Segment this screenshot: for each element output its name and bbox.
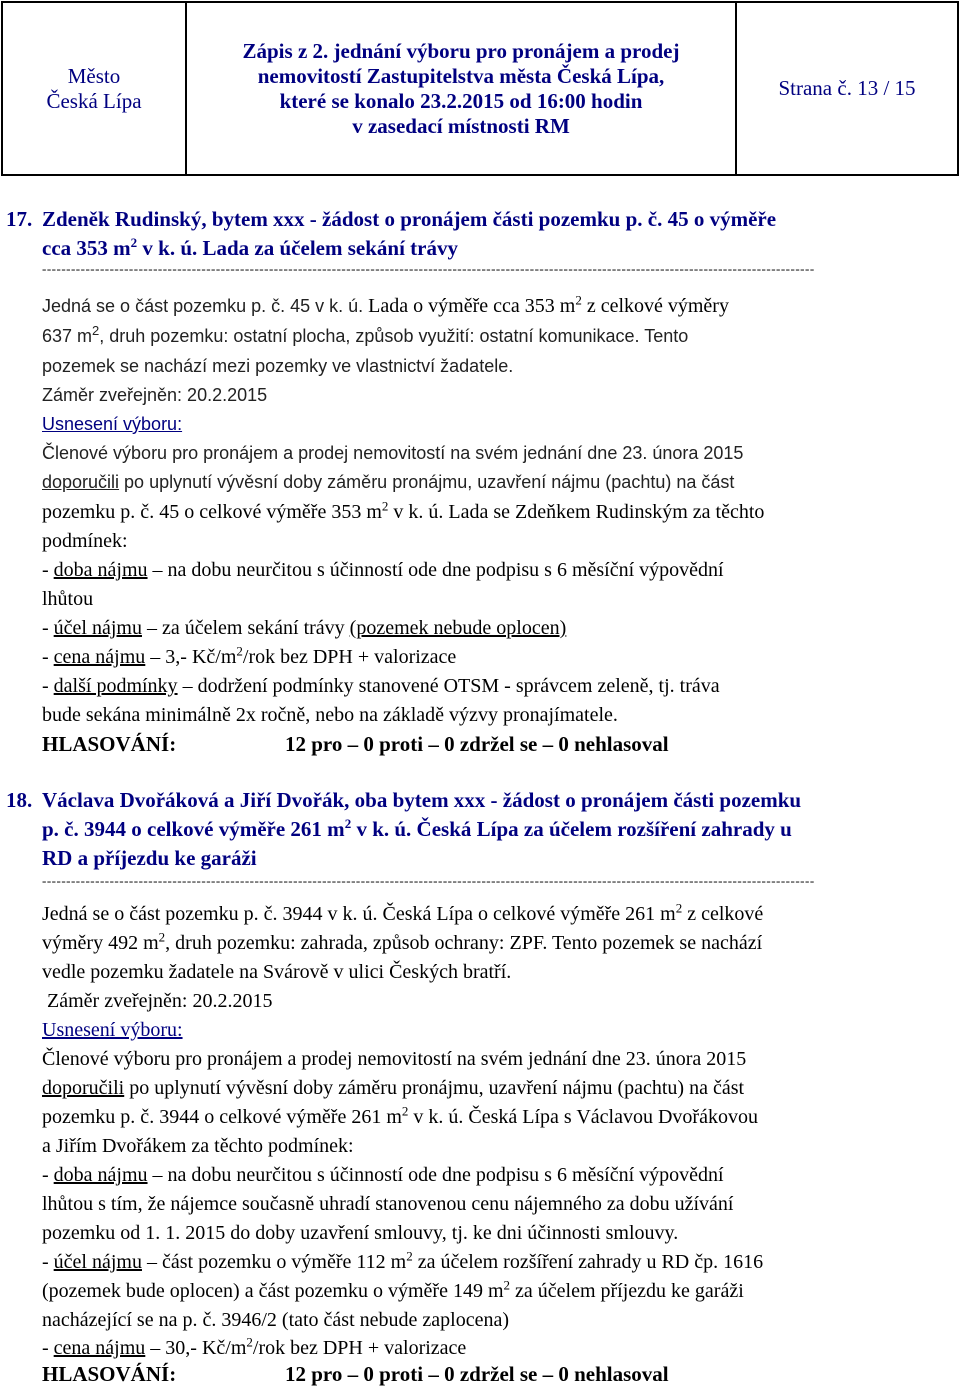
title-line-1: Zápis z 2. jednání výboru pro pronájem a prodej — [242, 38, 680, 63]
city-cell — [3, 3, 185, 174]
s18-resolution-line-2: doporučili po uplynutí vývěsní doby záměru pronájmu, uzavření nájmu (pachtu) na část — [42, 1077, 745, 1099]
s18-resolution-line-3: pozemku p. č. 3944 o celkové výměře 261 $m^2$ v k. ú. Česká Lípa s Václavou Dvořákovou — [42, 1103, 758, 1128]
s18-paragraph-line-2: výměry 492 $m^2$, druh pozemku: zahrada, způsob ochrany: ZPF. Tento pozemek se nachází — [42, 929, 763, 954]
document-title-cell — [185, 3, 737, 174]
section-17-separator: ---------------------------------------------------------------------------------------------------------------------------------------------------------------- — [42, 261, 815, 276]
s17-vote-result: 12 pro – 0 proti – 0 zdržel se – 0 nehlasoval — [285, 732, 669, 756]
s17-condition-other-cont: bude sekána minimálně 2x ročně, nebo na základě výzvy pronajímatele. — [42, 704, 618, 726]
s18-condition-purpose-cont-2: nacházející se na p. č. 3946/2 (tato část nebude zaplocena) — [42, 1309, 510, 1331]
s18-vote-result: 12 pro – 0 proti – 0 zdržel se – 0 nehlasoval — [285, 1362, 669, 1386]
title-line-3: které se konalo 23.2.2015 od 16:00 hodin — [279, 88, 643, 113]
s18-paragraph-line-3: vedle pozemku žadatele na Svárově v ulici Českých bratří. — [42, 961, 512, 983]
section-17-title — [6, 205, 777, 263]
s18-condition-duration: - doba nájmu – na dobu neurčitou s účinností ode dne podpisu s 6 měsíční výpovědní — [42, 1164, 724, 1186]
s17-paragraph-line-1: Jedná se o část pozemku p. č. 45 v k. ú. Lada o výměře cca 353 $m^2$ z celkové výměry — [42, 292, 729, 317]
s17-condition-other: - další podmínky – dodržení podmínky stanovené OTSM - správcem zeleně, tj. tráva — [42, 675, 720, 697]
page-number-cell — [737, 3, 957, 174]
section-18-number: 18. — [6, 788, 33, 812]
title-line-2: nemovitostí Zastupitelstva města Česká Lípa, — [257, 63, 665, 88]
s17-condition-duration: - doba nájmu – na dobu neurčitou s účinností ode dne podpisu s 6 měsíční výpovědní — [42, 559, 724, 581]
s18-zamer: Záměr zveřejněn: 20.2.2015 — [47, 990, 273, 1012]
page-number: Strana č. 13 / 15 — [778, 76, 916, 100]
page-header — [1, 1, 959, 176]
s18-vote — [42, 1360, 669, 1388]
s17-resolution-line-1: Členové výboru pro pronájem a prodej nemovitostí na svém jednání dne 23. února 2015 — [42, 443, 744, 463]
s17-resolution-line-4: podmínek: — [42, 530, 128, 552]
s18-resolution-line-1: Členové výboru pro pronájem a prodej nemovitostí na svém jednání dne 23. února 2015 — [42, 1048, 747, 1070]
s18-vote-label: HLASOVÁNÍ: — [42, 1362, 177, 1386]
s18-paragraph-line-1: Jedná se o část pozemku p. č. 3944 v k. ú. Česká Lípa o celkové výměře 261 $m^2$ z celkové — [42, 900, 764, 925]
title-line-4: v zasedací místnosti RM — [352, 113, 570, 138]
section-18-title-line-2: p. č. 3944 o celkové výměře 261 $m^2$ v k. ú. Česká Lípa za účelem rozšíření zahrady u — [42, 816, 792, 841]
s18-condition-duration-cont-1: lhůtou s tím, že nájemce současně uhradí stanovenou cenu nájemného za dobu užívání — [42, 1193, 734, 1215]
city-line-1: Město — [67, 63, 121, 88]
s17-condition-purpose: - účel nájmu – za účelem sekání trávy (pozemek nebude oplocen) — [42, 617, 567, 639]
section-18-separator: ---------------------------------------------------------------------------------------------------------------------------------------------------------------- — [42, 873, 815, 888]
s18-condition-purpose-cont-1: (pozemek bude oplocen) a část pozemku o výměře 149 $m^2$ za účelem příjezdu ke garáži — [42, 1277, 744, 1302]
s17-resolution-line-2: doporučili po uplynutí vývěsní doby záměru pronájmu, uzavření nájmu (pachtu) na část — [42, 472, 735, 492]
s17-resolution-line-3: pozemku p. č. 45 o celkové výměře 353 $m^2$ v k. ú. Lada se Zdeňkem Rudinským za těchto — [42, 498, 765, 523]
s18-resolution-line-4: a Jiřím Dvořákem za těchto podmínek: — [42, 1135, 354, 1157]
section-18-title — [6, 786, 802, 873]
s17-vote-label: HLASOVÁNÍ: — [42, 732, 177, 756]
s18-usneseni-heading: Usnesení výboru: — [42, 1019, 183, 1041]
s17-usneseni-heading: Usnesení výboru: — [42, 414, 183, 434]
section-17-number: 17. — [6, 207, 33, 231]
section-18-title-line-1: Václava Dvořáková a Jiří Dvořák, oba bytem xxx - žádost o pronájem části pozemku — [42, 788, 802, 812]
s17-condition-duration-cont: lhůtou — [42, 588, 94, 610]
s18-condition-price: - cena nájmu – 30,- $Kč/m^2$/rok bez DPH + valorizace — [42, 1334, 467, 1359]
s18-condition-duration-cont-2: pozemku od 1. 1. 2015 do doby uzavření smlouvy, tj. ke dni účinnosti smlouvy. — [42, 1222, 679, 1244]
s17-condition-price: - cena nájmu – 3,- $Kč/m^2$/rok bez DPH + valorizace — [42, 643, 457, 668]
s17-paragraph-line-2: 637 $m^2$, druh pozemku: ostatní plocha, způsob využití: ostatní komunikace. Tento — [42, 323, 689, 346]
s17-paragraph-line-3: pozemek se nachází mezi pozemky ve vlastnictví žadatele. — [42, 356, 514, 376]
section-18-title-line-3: RD a příjezdu ke garáži — [42, 846, 257, 870]
section-17-title-line-2: cca 353 $m^2$ v k. ú. Lada za účelem sekání trávy — [42, 235, 458, 260]
city-line-2: Česká Lípa — [46, 88, 142, 113]
s18-condition-purpose: - účel nájmu – část pozemku o výměře 112 $m^2$ za účelem rozšíření zahrady u RD čp. 1616 — [42, 1248, 764, 1273]
s17-vote — [42, 730, 669, 758]
s17-zamer: Záměr zveřejněn: 20.2.2015 — [42, 385, 268, 405]
section-17-title-line-1: Zdeněk Rudinský, bytem xxx - žádost o pronájem části pozemku p. č. 45 o výměře — [42, 207, 777, 231]
